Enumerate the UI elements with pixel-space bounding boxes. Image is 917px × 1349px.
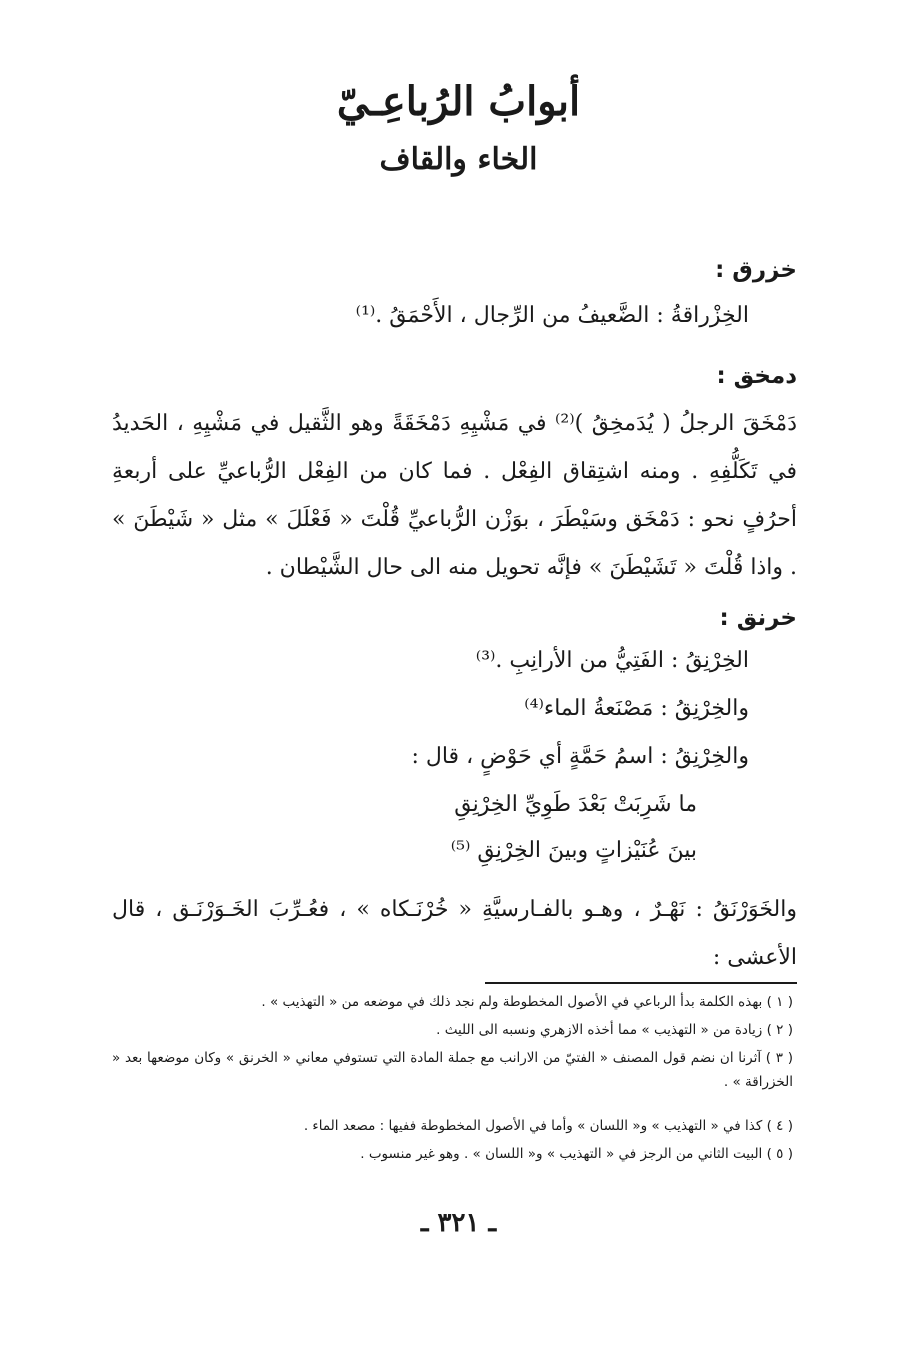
entry-line: والخِرْنِقُ : اسمُ حَمَّةٍ أي حَوْضٍ ، قال : xyxy=(411,744,749,769)
entry-line: الخِرْنِقُ : الفَتِيُّ من الأرانِبِ .⁽³⁾ xyxy=(475,648,749,673)
entry-heading-damkhaq: دمخق : xyxy=(716,363,797,389)
entry-heading-khirniq: خرنق : xyxy=(719,605,797,631)
verse-line: بينَ عُنَيْزاتٍ وبينَ الخِرْنِقِ ⁽⁵⁾ xyxy=(450,838,697,863)
footnote: ( ١ ) بهذه الكلمة بدأ الرباعي في الأصول المخطوطة ولم نجد ذلك في موضعه من « التهذيب » . xyxy=(261,994,793,1010)
entry-closing: والخَوَرْنَقُ : نَهْـرٌ ، وهـو بالفـارسيَّةِ « خُرْنَـكاه » ، فعُـرِّبَ الخَـوَرْنَـق ، قال الأعشى : xyxy=(112,897,797,970)
footnote-divider xyxy=(485,982,797,984)
footnote: ( ٥ ) البيت الثاني من الرجز في « التهذيب » و« اللسان » . وهو غير منسوب . xyxy=(360,1146,793,1162)
footnote: ( ٢ ) زيادة من « التهذيب » مما أخذه الازهري ونسبه الى الليث . xyxy=(436,1022,793,1038)
footnote: ( ٤ ) كذا في « التهذيب » و« اللسان » وأما في الأصول المخطوطة ففيها : مصعد الماء . xyxy=(303,1118,793,1134)
entry-line: والخِرْنِقُ : مَصْنَعةُ الماء⁽⁴⁾ xyxy=(524,696,749,721)
entry-heading-khazraq: خزرق : xyxy=(715,257,797,283)
section-subtitle: الخاء والقاف xyxy=(379,142,538,177)
page-number: ـ ٣٢١ ـ xyxy=(420,1208,497,1238)
footnote: ( ٣ ) آثرنا ان نضم قول المصنف « الفتيّ من الارانب مع جملة المادة التي تستوفي معاني « الخرنق » وكان موضعها بعد « الخزراقة » . xyxy=(112,1050,793,1090)
entry-line: الخِزْراقةُ : الضَّعيفُ من الرِّجال ، الأَحْمَقُ .⁽¹⁾ xyxy=(355,303,749,328)
entry-paragraph: دَمْخَقَ الرجلُ ( يُدَمخِقُ )⁽²⁾ في مَشْيِهِ دَمْخَقَةً وهو الثَّقيل في مَشْيِهِ ، الحَديدُ في تَكَلُّفِهِ . ومنه اشتِقاق الفِعْل . فما كان من الفِعْل الرُّباعيِّ على أربعةِ أحرُفٍ نحو : دَمْخَق وسَيْطَرَ ، بوَزْن الرُّباعيِّ قُلْتَ « فَعْلَلَ » مثل « شَيْطَنَ » . واذا قُلْتَ « تَشَيْطَنَ » فإنَّه تحويل منه الى حال الشَّيْطان . xyxy=(112,411,797,580)
verse-line: ما شَرِبَتْ بَعْدَ طَوِيِّ الخِرْنِقِ xyxy=(454,792,697,817)
page-title: أبوابُ الرُباعِـيّ xyxy=(336,78,581,125)
